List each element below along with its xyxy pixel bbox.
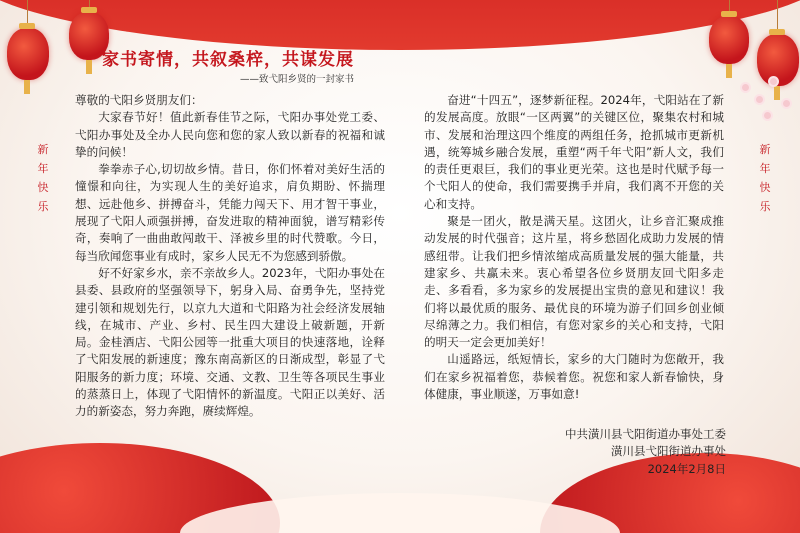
side-label-right bbox=[755, 140, 775, 216]
paragraph: 山遥路远，纸短情长，家乡的大门随时为您敞开，我们在家乡祝福着您，恭候着您。祝您和家人新春愉快，身体健康，事业顺遂，万事如意! bbox=[424, 352, 724, 402]
lantern-icon bbox=[709, 16, 749, 64]
side-char: 新 bbox=[759, 143, 771, 156]
side-char: 年 bbox=[37, 162, 49, 175]
letter-right-column bbox=[424, 92, 724, 403]
side-char: 新 bbox=[37, 143, 49, 156]
lantern-icon bbox=[757, 34, 799, 86]
paragraph: 聚是一团火，散是满天星。这团火，让乡音汇聚成推动发展的时代强音；这片星，将乡愁固化成助力发展的情感纽带。让我们把乡情浓缩成高质量发展的强大能量，共建家乡、共赢未来。衷心希望各位乡贤朋友回弋阳多走走、多看看，多为家乡的发展提出宝贵的意见和建议！我们将以最优质的服务、最优良的环境为游子们回乡创业倾尽绵薄之力。我们相信，有您对家乡的关心和支持，弋阳的明天一定会更加美好！ bbox=[424, 214, 724, 350]
plum-blossom-icon bbox=[742, 84, 749, 91]
letter-signature bbox=[565, 426, 726, 478]
side-label-left bbox=[33, 140, 53, 216]
paragraph: 好不好家乡水，亲不亲故乡人。2023年，弋阳办事处在县委、县政府的坚强领导下，躬身入局、奋勇争先，坚持党建引领和规划先行，以京九大道和弋阳路为社会经济发展轴线，在城市、产业、乡村、民生四大建设上破新题，开新局。金桂酒店、弋阳公园等一批重大项目的快速落地，诠释了弋阳发展的新速度；豫东南高新区的日渐成型，彰显了弋阳服务的新力度；环境、交通、文教、卫生等各项民生事业的蒸蒸日上，体现了弋阳情怀的新温度。弋阳正以美好、活力的新姿态，努力奔跑，赓续辉煌。 bbox=[75, 265, 385, 419]
signature-date: 2024年2月8日 bbox=[647, 461, 726, 476]
side-char: 快 bbox=[759, 181, 771, 194]
side-char: 乐 bbox=[759, 200, 771, 213]
letter-left-column bbox=[75, 92, 385, 421]
signature-org: 潢川县弋阳街道办事处 bbox=[611, 444, 726, 459]
lantern-icon bbox=[7, 28, 49, 80]
letter-title: 家书寄情，共叙桑梓，共谋发展 bbox=[102, 50, 354, 70]
plum-blossom-icon bbox=[764, 112, 771, 119]
paragraph: 拳拳赤子心,切切故乡情。昔日，你们怀着对美好生活的憧憬和向往，为实现人生的美好追求，肩负期盼、怀揣理想、远赴他乡、拼搏奋斗，凭能力闯天下、用才智干事业，展现了弋阳人顽强拼搏，奋发进取的精神面貌，谱写精彩传奇，奏响了一曲曲敢闯敢干、泽被乡里的时代赞歌。今日，每当欣闻您事业有成时，家乡人民无不为您感到骄傲。 bbox=[75, 162, 385, 263]
letter-subtitle: ——致弋阳乡贤的一封家书 bbox=[240, 74, 355, 85]
top-red-band bbox=[0, 0, 800, 50]
plum-blossom-icon bbox=[783, 100, 790, 107]
side-char: 乐 bbox=[37, 200, 49, 213]
side-char: 快 bbox=[37, 181, 49, 194]
plum-blossom-icon bbox=[756, 96, 763, 103]
side-char: 年 bbox=[759, 162, 771, 175]
signature-org: 中共潢川县弋阳街道办事处工委 bbox=[565, 427, 726, 441]
paragraph: 大家春节好！值此新春佳节之际，弋阳办事处党工委、弋阳办事处及全办人民向您和您的家人致以新春的祝福和诚挚的问候！ bbox=[75, 110, 385, 159]
plum-blossom-icon bbox=[770, 78, 777, 85]
paragraph: 奋进“十四五”，逐梦新征程。2024年，弋阳站在了新的发展高度。放眼“一区两翼”的关键区位，聚集农村和城市、发展和治理这四个维度的两组任务，抢抓城市更新机遇，统筹城乡融合发展，重塑“两千年弋阳”新人文，我们的责任更艰巨，我们的事业更光荣。这也是时代赋予每一个弋阳人的使命，我们需要携手并肩，我们离不开您的关心和支持。 bbox=[424, 93, 724, 211]
salutation: 尊敬的弋阳乡贤朋友们： bbox=[75, 93, 203, 107]
